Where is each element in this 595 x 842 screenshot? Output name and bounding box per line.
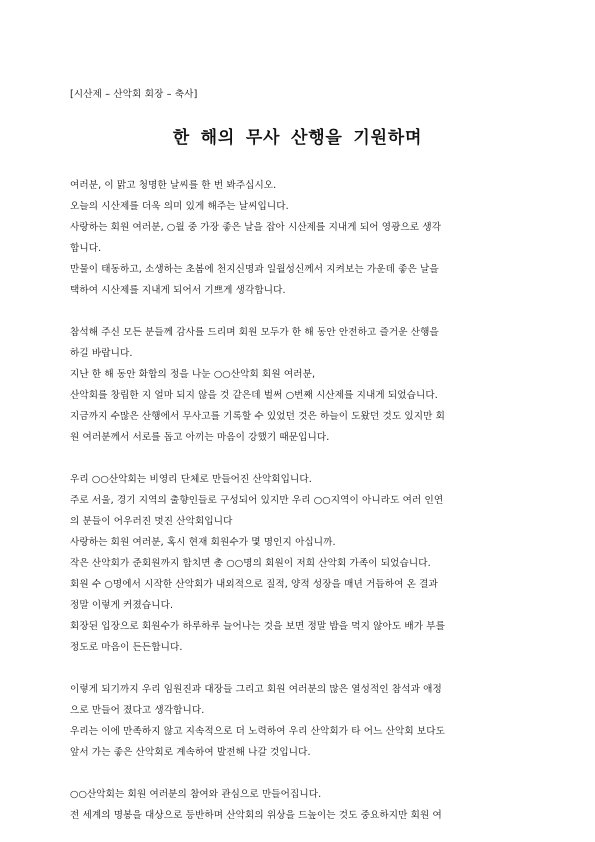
body-paragraph <box>70 175 530 301</box>
document-body <box>70 175 530 842</box>
paragraph-line: 오늘의 시산제를 더욱 의미 있게 해주는 날씨입니다. <box>70 201 289 212</box>
paragraph-line: 정도로 마음이 든든합니다. <box>70 642 183 653</box>
paragraph-line: 우리 ○○산악회는 비영리 단체로 만들어진 산악회입니다. <box>70 474 312 485</box>
paragraph-line: 지금까지 수많은 산행에서 무사고를 기록할 수 있었던 것은 하늘이 도왔던 것도 있지만 회 <box>70 411 446 422</box>
document-title: 한 해의 무사 산행을 기원하며 <box>172 128 423 148</box>
paragraph-line: 이렇게 되기까지 우리 임원진과 대장들 그리고 회원 여러분의 많은 열성적인 참석과 애정 <box>70 684 442 695</box>
paragraph-line: 산악회를 창립한 지 얼마 되지 않을 것 같은데 벌써 ○번째 시산제를 지내게 되었습니다. <box>70 390 438 401</box>
paragraph-line: 사랑하는 회원 여러분, 혹시 현재 회원수가 몇 명인지 아십니까. <box>70 537 336 548</box>
paragraph-line: 합니다. <box>70 243 102 254</box>
body-paragraph <box>70 784 530 826</box>
paragraph-line: 주로 서울, 경기 지역의 출향인들로 구성되어 있지만 우리 ○○지역이 아니라도 여러 인연 <box>70 495 444 506</box>
paragraph-line: 작은 산악회가 준회원까지 합치면 총 ○○명의 회원이 저희 산악회 가족이 되었습니다. <box>70 558 431 569</box>
body-paragraph <box>70 322 530 448</box>
paragraph-line: 회원 수 ○명에서 시작한 산악회가 내외적으로 질적, 양적 성장을 매년 거듭하여 온 결과 <box>70 579 438 590</box>
paragraph-line: 의 분들이 어우러진 멋진 산악회입니다 <box>70 516 233 527</box>
body-paragraph <box>70 469 530 658</box>
paragraph-line: 원 여러분께서 서로를 돕고 아끼는 마음이 강했기 때문입니다. <box>70 432 330 443</box>
paragraph-line: 택하여 시산제를 지내게 되어서 기쁘게 생각합니다. <box>70 285 286 296</box>
paragraph-line: 지난 한 해 동안 화합의 정을 나눈 ○○산악회 회원 여러분, <box>70 369 316 380</box>
paragraph-line: 사랑하는 회원 여러분, ○월 중 가장 좋은 날을 잡아 시산제를 지내게 되어 영광으로 생각 <box>70 222 442 233</box>
paragraph-line: 우리는 이에 만족하지 않고 지속적으로 더 노력하여 우리 산악회가 타 어느 산악회 보다도 <box>70 726 446 737</box>
paragraph-line: 만물이 태동하고, 소생하는 초봄에 천지신명과 일월성신께서 지켜보는 가운데 좋은 날을 <box>70 264 439 275</box>
paragraph-line: 참석해 주신 모든 분들께 감사를 드리며 회원 모두가 한 해 동안 안전하고 즐거운 산행을 <box>70 327 439 338</box>
paragraph-line: 앞서 가는 좋은 산악회로 계속하여 발전해 나갈 것입니다. <box>70 747 311 758</box>
paragraph-line: 하길 바랍니다. <box>70 348 133 359</box>
body-paragraph <box>70 679 530 763</box>
paragraph-line: 여러분, 이 맑고 청명한 날씨를 한 번 봐주십시오. <box>70 180 277 191</box>
paragraph-line: 으로 만들어 졌다고 생각합니다. <box>70 705 205 716</box>
paragraph-line: ○○산악회는 회원 여러분의 참여와 관심으로 만들어집니다. <box>70 789 322 800</box>
paragraph-line: 회장된 입장으로 회원수가 하루하루 늘어나는 것을 보면 정말 밥을 먹지 않아도 배가 부를 <box>70 621 446 632</box>
paragraph-line: 정말 이렇게 커졌습니다. <box>70 600 174 611</box>
document-category-tag: [시산제 – 산악회 회장 – 축사] <box>70 89 198 100</box>
paragraph-line: 전 세계의 명봉을 대상으로 등반하며 산악회의 위상을 드높이는 것도 중요하지만 회원 여 <box>70 810 442 821</box>
